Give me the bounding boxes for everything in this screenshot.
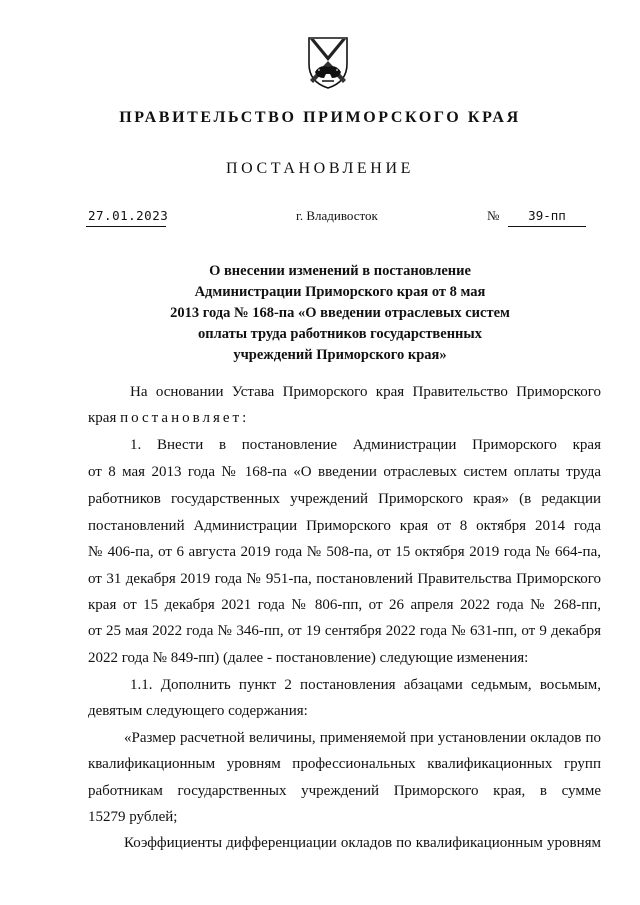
body-line xyxy=(88,409,249,427)
document-number: 39-пп xyxy=(528,208,566,223)
heading-line: О внесении изменений в постановление xyxy=(209,263,471,279)
coat-of-arms-icon xyxy=(306,34,350,90)
body-line: края от 15 декабря 2021 года № 806-пп, от 26 апреля 2022 года № 268-пп, xyxy=(88,597,601,613)
date-underline xyxy=(86,226,166,227)
body-line: квалификационным уровням профессиональных квалификационных групп xyxy=(88,756,601,772)
document-heading xyxy=(120,261,560,366)
heading-line: оплаты труда работников государственных xyxy=(198,326,482,342)
body-line: девятым следующего содержания: xyxy=(88,703,308,719)
text-fragment: постановляет: xyxy=(120,410,250,426)
body-line: от 25 мая 2022 года № 346-пп, от 19 сентября 2022 года № 631-пп, от 9 декабря xyxy=(88,623,601,639)
body-line: от 8 мая 2013 года № 168-па «О введении отраслевых систем оплаты труда xyxy=(88,464,601,480)
body-line: 2022 года № 849-пп) (далее - постановление) следующие изменения: xyxy=(88,650,529,666)
heading-line: 2013 года № 168-па «О введении отраслевых систем xyxy=(170,305,510,321)
body-line: Коэффициенты дифференциации окладов по квалификационным уровням xyxy=(124,835,601,851)
heading-line: учреждений Приморского края» xyxy=(233,347,447,363)
body-line: 15279 рублей; xyxy=(88,809,178,825)
government-title: ПРАВИТЕЛЬСТВО ПРИМОРСКОГО КРАЯ xyxy=(119,109,521,126)
text-fragment: края xyxy=(88,410,121,426)
body-line: № 406-па, от 6 августа 2019 года № 508-па, от 15 октября 2019 года № 664-па, xyxy=(88,544,601,560)
body-line: постановлений Администрации Приморского края от 8 октября 2014 года xyxy=(88,518,601,534)
body-line: 1.1. Дополнить пункт 2 постановления абзацами седьмым, восьмым, xyxy=(130,677,601,693)
document-type: ПОСТАНОВЛЕНИЕ xyxy=(226,160,414,177)
body-line: от 31 декабря 2019 года № 951-па, постановлений Правительства Приморского xyxy=(88,571,601,587)
number-label: № xyxy=(487,208,500,223)
body-line: «Размер расчетной величины, применяемой при установлении окладов по xyxy=(124,730,601,746)
body-line: 1. Внести в постановление Администрации Приморского края xyxy=(130,437,601,453)
heading-line: Администрации Приморского края от 8 мая xyxy=(194,284,486,300)
document-city: г. Владивосток xyxy=(296,208,378,223)
body-line: На основании Устава Приморского края Правительство Приморского xyxy=(130,384,601,400)
number-underline xyxy=(508,226,586,227)
body-line: работников государственных учреждений Приморского края» (в редакции xyxy=(88,491,601,507)
body-line: работникам государственных учреждений Приморского края, в сумме xyxy=(88,783,601,799)
document-date: 27.01.2023 xyxy=(88,208,169,223)
